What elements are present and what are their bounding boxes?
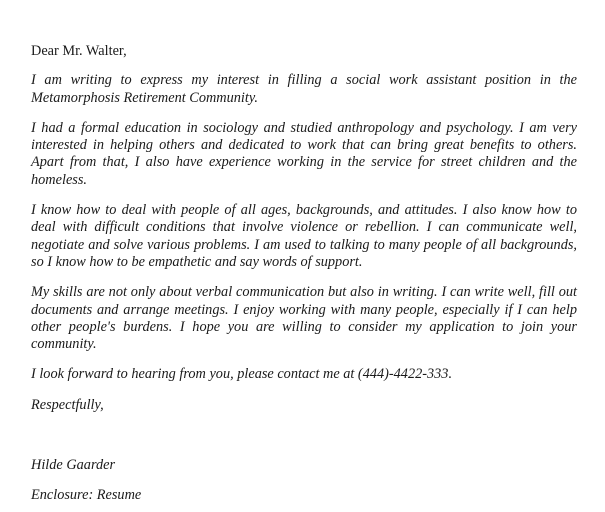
paragraph-experience: I know how to deal with people of all ages, backgrounds, and attitudes. I also know how to deal with difficult conditions that involve violence or rebellion. I can communicate well, negotiate and solve various problems. I am used to talking to many people of all backgrounds, so I know how to be empathetic and say words of support.: [31, 202, 577, 270]
paragraph-education: I had a formal education in sociology and studied anthropology and psychology. I am very interested in helping others and dedicated to work that can bring great benefits to others. Apart from that, I also have experience working in the service for street children and the homeless.: [31, 119, 577, 188]
enclosure-note: Enclosure: Resume: [31, 487, 142, 504]
closing: Respectfully,: [31, 396, 104, 413]
cover-letter: [31, 43, 577, 505]
signature-name: Hilde Gaarder: [31, 457, 116, 474]
paragraph-skills: My skills are not only about verbal communication but also in writing. I can write well, fill out documents and arrange meetings. I enjoy working with many people, especially if I can help other people's burdens. I hope you are willing to consider my application to join your community.: [31, 284, 577, 353]
paragraph-contact: I look forward to hearing from you, please contact me at (444)-4422-333.: [31, 366, 453, 383]
salutation: Dear Mr. Walter,: [31, 43, 127, 59]
paragraph-intro: I am writing to express my interest in filling a social work assistant position in the Metamorphosis Retirement Community.: [31, 72, 577, 106]
